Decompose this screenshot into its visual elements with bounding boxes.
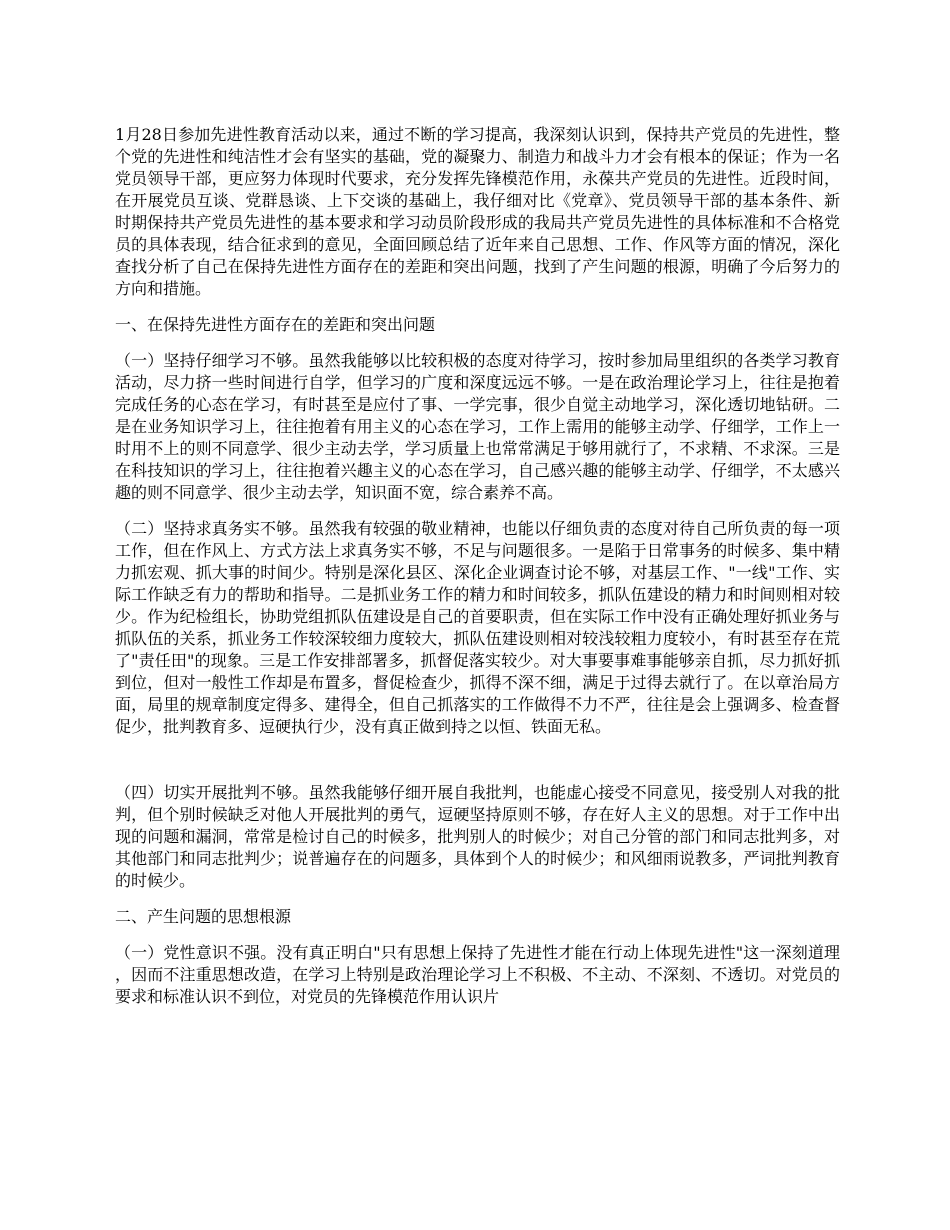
paragraph-study: （一）坚持仔细学习不够。虽然我能够以比较积极的态度对待学习，按时参加局里组织的各类学习教育活动，尽力挤一些时间进行自学，但学习的广度和深度远远不够。一是在政治理论学习上，往往是抱着完成任务的心态在学习，有时甚至是应付了事、一学完事，很少自觉主动地学习，深化透切地钻研。二是在业务知识学习上，往往抱着有用主义的心态在学习，工作上需用的能够主动学、仔细学，工作上一时用不上的则不同意学、很少主动去学，学习质量上也常常满足于够用就行了，不求精、不求深。三是在科技知识的学习上，往往抱着兴趣主义的心态在学习，自己感兴趣的能够主动学、仔细学，不太感兴趣的则不同意学、很少主动去学，知识面不宽，综合素养不高。 xyxy=(115,351,840,502)
paragraph-party-awareness: （一）党性意识不强。没有真正明白"只有思想上保持了先进性才能在行动上体现先进性"这一深刻道理，因而不注重思想改造，在学习上特别是政治理论学习上不积极、不主动、不深刻、不透切。对党员的要求和标准认识不到位，对党员的先锋模范作用认识片 xyxy=(115,943,840,1006)
document-body xyxy=(115,124,840,1022)
section-heading-2: 二、产生问题的思想根源 xyxy=(115,907,292,926)
paragraph-pragmatism: （二）坚持求真务实不够。虽然我有较强的敬业精神，也能以仔细负责的态度对待自己所负责的每一项工作，但在作风上、方式方法上求真务实不够，不足与问题很多。一是陷于日常事务的时候多、集中精力抓宏观、抓大事的时间少。特别是深化县区、深化企业调查讨论不够，对基层工作、"一线"工作、实际工作缺乏有力的帮助和指导。二是抓业务工作的精力和时间较多，抓队伍建设的精力和时间则相对较少。作为纪检组长，协助党组抓队伍建设是自己的首要职责，但在实际工作中没有正确处理好抓业务与抓队伍的关系，抓业务工作较深较细力度较大，抓队伍建设则相对较浅较粗力度较小，有时甚至存在荒了"责任田"的现象。三是工作安排部署多，抓督促落实较少。对大事要事难事能够亲自抓，尽力抓好抓到位，但对一般性工作却是布置多，督促检查少，抓得不深不细，满足于过得去就行了。在以章治局方面，局里的规章制度定得多、建得全，但自己抓落实的工作做得不力不严，往往是会上强调多、检查督促少，批判教育多、逗硬执行少，没有真正做到持之以恒、铁面无私。 xyxy=(115,519,840,736)
section-heading-1: 一、在保持先进性方面存在的差距和突出问题 xyxy=(115,315,436,334)
blank-gap xyxy=(115,752,840,782)
intro-paragraph: 1月28日参加先进性教育活动以来，通过不断的学习提高，我深刻认识到，保持共产党员的先进性，整个党的先进性和纯洁性才会有坚实的基础，党的凝聚力、制造力和战斗力才会有根本的保证；作为一名党员领导干部，更应努力体现时代要求，充分发挥先锋模范作用，永葆共产党员的先进性。近段时间，在开展党员互谈、党群恳谈、上下交谈的基础上，我仔细对比《党章》、党员领导干部的基本条件、新时期保持共产党员先进性的基本要求和学习动员阶段形成的我局共产党员先进性的具体标准和不合格党员的具体表现，结合征求到的意见，全面回顾总结了近年来自己思想、工作、作风等方面的情况，深化查找分析了自己在保持先进性方面存在的差距和突出问题，找到了产生问题的根源，明确了今后努力的方向和措施。 xyxy=(115,125,840,298)
paragraph-criticism: （四）切实开展批判不够。虽然我能够仔细开展自我批判，也能虚心接受不同意见，接受别人对我的批判，但个别时候缺乏对他人开展批判的勇气，逗硬坚持原则不够，存在好人主义的思想。对于工作中出现的问题和漏洞，常常是检讨自己的时候多，批判别人的时候少；对自己分管的部门和同志批判多，对其他部门和同志批判少；说普遍存在的问题多，具体到个人的时候少；和风细雨说教多，严词批判教育的时候少。 xyxy=(115,783,840,890)
